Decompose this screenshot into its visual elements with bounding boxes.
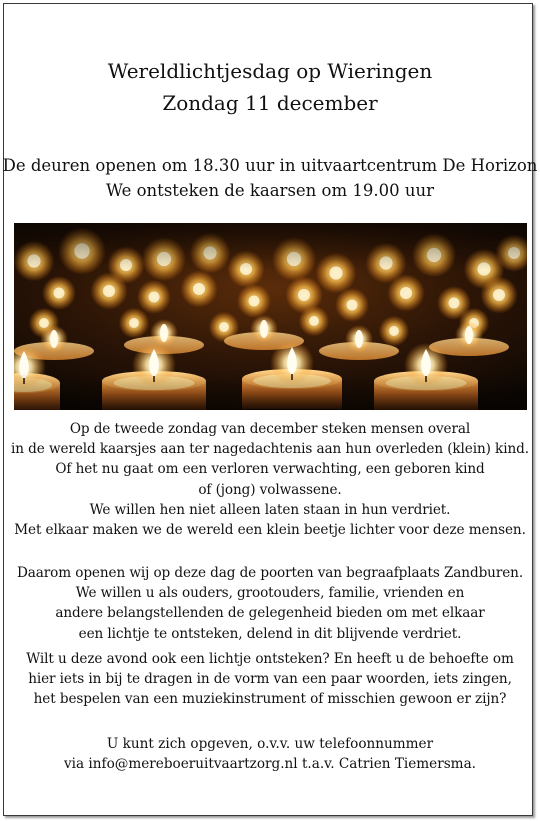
event-title: Wereldlichtjesdag op Wieringen: [107, 59, 433, 83]
event-date: Zondag 11 december: [162, 91, 378, 115]
paragraph-intro: [0, 419, 540, 540]
paragraph-line: We willen hen niet alleen laten staan in hun verdriet.: [89, 501, 451, 518]
photo-vignette: [14, 223, 527, 410]
paragraph-line: Daarom openen wij op deze dag de poorten van begraafplaats Zandburen.: [16, 565, 524, 581]
paragraph-line: of (jong) volwassene.: [198, 481, 342, 498]
doors-open-text: De deuren openen om 18.30 uur in uitvaartcentrum De Horizon: [2, 156, 538, 175]
paragraph-line: het bespelen van een muziekinstrument of misschien gewoon er zijn?: [33, 691, 507, 708]
paragraph-line: een lichtje te ontsteken, delend in dit blijvende verdriet.: [78, 625, 462, 642]
contact-block: [0, 734, 540, 774]
candles-photo: [14, 223, 527, 410]
paragraph-line: Met elkaar maken we de wereld een klein beetje lichter voor deze mensen.: [14, 522, 526, 539]
paragraph-invitation: [0, 563, 540, 644]
candle-time-text: We ontsteken de kaarsen om 19.00 uur: [106, 181, 434, 200]
paragraph-question: [0, 649, 540, 710]
paragraph-line: We willen u als ouders, grootouders, familie, vrienden en: [75, 585, 465, 602]
paragraph-line: hier iets in bij te dragen in de vorm van een paar woorden, iets zingen,: [28, 671, 512, 688]
paragraph-line: Of het nu gaat om een verloren verwachting, een geboren kind: [55, 461, 485, 478]
paragraph-line: Wilt u deze avond ook een lichtje ontsteken? En heeft u de behoefte om: [26, 651, 514, 667]
paragraph-line: in de wereld kaarsjes aan ter nagedachtenis aan hun overleden (klein) kind.: [11, 441, 529, 458]
paragraph-line: andere belangstellenden de gelegenheid bieden om met elkaar: [55, 605, 485, 622]
contact-email-line: via info@mereboeruitvaartzorg.nl t.a.v. Catrien Tiemersma.: [63, 756, 476, 773]
paragraph-line: Op de tweede zondag van december steken mensen overal: [69, 421, 471, 437]
tealight-candles-icon: [14, 223, 527, 410]
contact-line: U kunt zich opgeven, o.v.v. uw telefoonnummer: [106, 736, 434, 752]
